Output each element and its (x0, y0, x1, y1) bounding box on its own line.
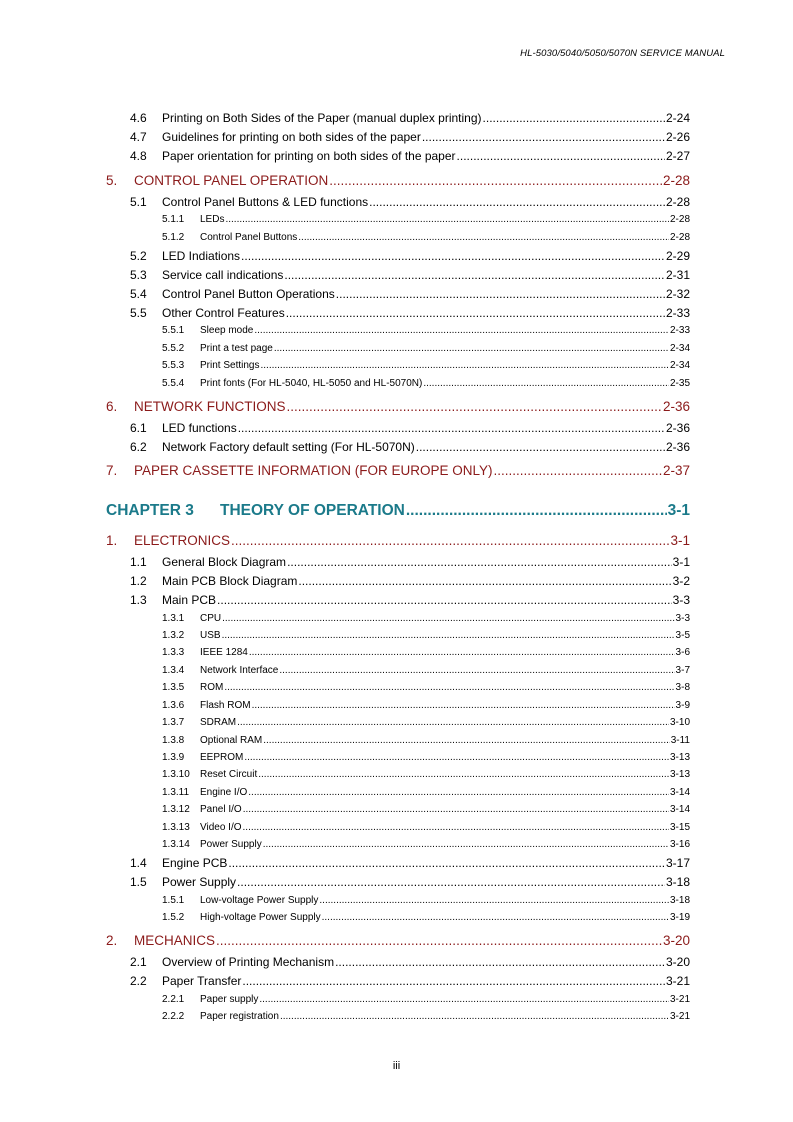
dot-leader (217, 593, 672, 607)
toc-entry-page: 2-33 (665, 306, 690, 320)
dot-leader (369, 195, 665, 209)
toc-section-entry[interactable] (106, 399, 690, 414)
toc-entry-page: 3-6 (675, 647, 690, 658)
toc-entry-number: 2.2.2 (162, 1011, 185, 1022)
dot-leader (494, 463, 662, 478)
toc-entry-title: Control Panel Buttons (200, 232, 298, 243)
toc-entry-title: IEEE 1284 (200, 647, 248, 658)
toc-entry[interactable] (162, 613, 690, 624)
toc-entry-page: 3-15 (669, 822, 690, 833)
dot-leader (287, 399, 662, 414)
toc-entry[interactable] (162, 717, 690, 728)
toc-entry-page: 3-10 (669, 717, 690, 728)
dot-leader (279, 665, 674, 676)
toc-entry[interactable] (162, 912, 690, 923)
dot-leader (423, 378, 669, 389)
toc-entry-title: Power Supply (200, 839, 262, 850)
toc-entry-page: 2-28 (669, 214, 690, 225)
toc-entry-title: ROM (200, 682, 224, 693)
toc-entry-number: 1.1 (130, 555, 147, 569)
toc-entry-page: 2-34 (669, 360, 690, 371)
toc-entry-number: 5.5.2 (162, 343, 185, 354)
toc-entry-title: Network Factory default setting (For HL-5070N) (162, 440, 415, 454)
dot-leader (252, 700, 675, 711)
toc-entry-title: LEDs (200, 214, 225, 225)
toc-entry-page: 3-21 (669, 1011, 690, 1022)
toc-entry-number: 5.1.1 (162, 214, 185, 225)
toc-entry-number: 1. (106, 533, 118, 548)
toc-entry[interactable] (162, 682, 690, 693)
toc-entry-number: 5.5.1 (162, 325, 185, 336)
toc-entry-number: 1.3.14 (162, 839, 190, 850)
toc-entry-page: 3-7 (675, 665, 690, 676)
toc-entry-number: 1.3.13 (162, 822, 190, 833)
toc-entry-number: 1.3.8 (162, 735, 185, 746)
dot-leader (335, 955, 665, 969)
toc-entry-title: SDRAM (200, 717, 237, 728)
toc-entry-number: 2.2 (130, 974, 147, 988)
toc-entry[interactable] (130, 574, 690, 588)
toc-entry[interactable] (162, 647, 690, 658)
toc-entry[interactable] (130, 593, 690, 607)
toc-entry-title: Print a test page (200, 343, 273, 354)
dot-leader (259, 994, 669, 1005)
dot-leader (225, 214, 669, 225)
dot-leader (260, 360, 669, 371)
toc-entry-page: 2-36 (665, 421, 690, 435)
dot-leader (222, 630, 675, 641)
toc-entry-title: CONTROL PANEL OPERATION (134, 173, 329, 188)
toc-entry[interactable] (162, 839, 690, 850)
toc-entry-number: 5.1 (130, 195, 147, 209)
toc-entry-page: 3-3 (675, 613, 690, 624)
toc-entry-page: 3-1 (667, 502, 690, 519)
toc-entry-number: 1.3.11 (162, 787, 190, 798)
toc-entry-page: 2-33 (669, 325, 690, 336)
toc-entry-title: Engine PCB (162, 856, 228, 870)
toc-entry[interactable] (130, 875, 690, 889)
dot-leader (237, 875, 665, 889)
toc-entry[interactable] (162, 769, 690, 780)
toc-entry-number: 1.4 (130, 856, 147, 870)
toc-entry-page: 2-27 (665, 149, 690, 163)
toc-entry[interactable] (162, 822, 690, 833)
toc-entry-title: Control Panel Buttons & LED functions (162, 195, 369, 209)
toc-entry-title: Overview of Printing Mechanism (162, 955, 335, 969)
toc-entry-number: 6.2 (130, 440, 147, 454)
dot-leader (416, 440, 665, 454)
toc-entry-number: 5.5.4 (162, 378, 185, 389)
toc-entry-title: Reset Circuit (200, 769, 258, 780)
dot-leader (228, 856, 665, 870)
toc-entry[interactable] (162, 994, 690, 1005)
dot-leader (238, 421, 665, 435)
dot-leader (244, 752, 669, 763)
toc-entry-number: 2.1 (130, 955, 147, 969)
toc-entry-page: 2-32 (665, 287, 690, 301)
toc-entry-number: 1.3.4 (162, 665, 185, 676)
running-header: HL-5030/5040/5050/5070N SERVICE MANUAL (520, 48, 725, 59)
toc-entry[interactable] (130, 421, 690, 435)
toc-entry-page: 2-35 (669, 378, 690, 389)
toc-entry-page: 3-5 (675, 630, 690, 641)
page-number: iii (392, 1060, 401, 1072)
toc-entry-title: Print Settings (200, 360, 260, 371)
dot-leader (422, 130, 665, 144)
dot-leader (329, 173, 662, 188)
toc-entry[interactable] (130, 130, 690, 144)
toc-section-entry[interactable] (106, 463, 690, 478)
toc-entry-title: Paper Transfer (162, 974, 242, 988)
toc-entry-page: 2-36 (665, 440, 690, 454)
toc-entry-title: THEORY OF OPERATION (220, 502, 405, 519)
toc-entry-page: 2-28 (665, 195, 690, 209)
toc-entry-title: Paper registration (200, 1011, 279, 1022)
dot-leader (287, 555, 672, 569)
toc-entry-number: 5.1.2 (162, 232, 185, 243)
toc-entry-page: 2-36 (662, 399, 690, 414)
toc-entry-number: 6. (106, 399, 118, 414)
toc-entry-title: LED functions (162, 421, 237, 435)
dot-leader (248, 787, 669, 798)
toc-entry-page: 3-9 (675, 700, 690, 711)
toc-entry-number: CHAPTER 3 (106, 502, 194, 519)
toc-entry-page: 2-26 (665, 130, 690, 144)
toc-entry-number: 1.3.10 (162, 769, 190, 780)
toc-entry-title: Flash ROM (200, 700, 251, 711)
toc-entry-number: 1.5.2 (162, 912, 185, 923)
dot-leader (284, 268, 665, 282)
dot-leader (280, 1011, 669, 1022)
toc-entry-page: 3-19 (669, 912, 690, 923)
toc-entry[interactable] (162, 214, 690, 225)
toc-entry-title: CPU (200, 613, 222, 624)
dot-leader (222, 613, 674, 624)
toc-entry-title: Network Interface (200, 665, 279, 676)
toc-entry-number: 1.3.12 (162, 804, 190, 815)
toc-entry-title: Control Panel Button Operations (162, 287, 335, 301)
toc-entry-number: 1.3.7 (162, 717, 185, 728)
toc-entry-number: 6.1 (130, 421, 147, 435)
toc-section-entry[interactable] (106, 533, 690, 548)
toc-entry-title: Engine I/O (200, 787, 248, 798)
toc-entry[interactable] (162, 360, 690, 371)
toc-entry-title: Sleep mode (200, 325, 254, 336)
toc-entry-page: 3-13 (669, 752, 690, 763)
toc-entry-title: General Block Diagram (162, 555, 287, 569)
toc-entry-number: 5.3 (130, 268, 147, 282)
toc-entry[interactable] (130, 268, 690, 282)
dot-leader (298, 574, 671, 588)
toc-entry-page: 2-28 (669, 232, 690, 243)
toc-entry-number: 1.3.2 (162, 630, 185, 641)
toc-entry-title: Printing on Both Sides of the Paper (manual duplex printing) (162, 111, 482, 125)
toc-entry[interactable] (162, 752, 690, 763)
toc-entry[interactable] (130, 249, 690, 263)
toc-entry[interactable] (162, 665, 690, 676)
toc-entry[interactable] (130, 555, 690, 569)
toc-entry-number: 1.3.9 (162, 752, 185, 763)
toc-entry-title: EEPROM (200, 752, 244, 763)
toc-entry-title: Low-voltage Power Supply (200, 895, 319, 906)
toc-entry-page: 2-31 (665, 268, 690, 282)
toc-entry[interactable] (162, 895, 690, 906)
toc-entry[interactable] (130, 306, 690, 320)
toc-entry-page: 3-14 (669, 804, 690, 815)
toc-entry-number: 4.8 (130, 149, 147, 163)
dot-leader (231, 533, 669, 548)
toc-entry-number: 4.7 (130, 130, 147, 144)
toc-entry-page: 2-28 (662, 173, 690, 188)
toc-entry-title: Optional RAM (200, 735, 263, 746)
dot-leader (298, 232, 669, 243)
toc-section-entry[interactable] (106, 933, 690, 948)
toc-entry-number: 5. (106, 173, 118, 188)
toc-entry-title: Print fonts (For HL-5040, HL-5050 and HL-5070N) (200, 378, 423, 389)
dot-leader (274, 343, 669, 354)
dot-leader (322, 912, 669, 923)
toc-entry-page: 3-8 (675, 682, 690, 693)
dot-leader (263, 735, 669, 746)
dot-leader (258, 769, 669, 780)
toc-entry-number: 1.2 (130, 574, 147, 588)
toc-entry-number: 5.2 (130, 249, 147, 263)
toc-entry[interactable] (162, 1011, 690, 1022)
toc-entry[interactable] (130, 955, 690, 969)
toc-entry-number: 1.3.5 (162, 682, 185, 693)
toc-entry-page: 3-21 (669, 994, 690, 1005)
dot-leader (224, 682, 674, 693)
toc-entry-page: 3-18 (665, 875, 690, 889)
toc-entry-title: Paper orientation for printing on both sides of the paper (162, 149, 456, 163)
toc-entry-title: Main PCB (162, 593, 217, 607)
toc-entry[interactable] (130, 111, 690, 125)
toc-entry-page: 2-37 (662, 463, 690, 478)
toc-entry-number: 2.2.1 (162, 994, 185, 1005)
toc-entry[interactable] (162, 630, 690, 641)
toc-entry[interactable] (162, 232, 690, 243)
toc-entry[interactable] (162, 804, 690, 815)
toc-entry[interactable] (130, 195, 690, 209)
dot-leader (319, 895, 669, 906)
dot-leader (483, 111, 665, 125)
toc-entry-title: Video I/O (200, 822, 242, 833)
toc-entry-number: 5.5 (130, 306, 147, 320)
toc-entry-page: 3-2 (672, 574, 690, 588)
toc-chapter-entry[interactable] (106, 502, 690, 520)
dot-leader (241, 249, 665, 263)
toc-entry-title: ELECTRONICS (134, 533, 231, 548)
dot-leader (242, 974, 665, 988)
toc-entry[interactable] (162, 343, 690, 354)
toc-entry-number: 4.6 (130, 111, 147, 125)
toc-entry-number: 1.3.6 (162, 700, 185, 711)
toc-entry-title: MECHANICS (134, 933, 216, 948)
toc-entry-page: 2-34 (669, 343, 690, 354)
dot-leader (457, 149, 665, 163)
toc-entry-page: 3-20 (662, 933, 690, 948)
toc-entry-number: 1.5.1 (162, 895, 185, 906)
toc-entry-page: 3-18 (669, 895, 690, 906)
toc-entry-page: 3-13 (669, 769, 690, 780)
toc-entry-number: 5.4 (130, 287, 147, 301)
toc-entry-page: 3-1 (670, 533, 690, 548)
dot-leader (243, 822, 669, 833)
toc-entry[interactable] (162, 325, 690, 336)
toc-entry-number: 1.3.3 (162, 647, 185, 658)
dot-leader (286, 306, 665, 320)
toc-entry-page: 3-16 (669, 839, 690, 850)
toc-entry-title: Main PCB Block Diagram (162, 574, 298, 588)
toc-entry-page: 3-1 (672, 555, 690, 569)
toc-entry-title: Other Control Features (162, 306, 285, 320)
toc-entry-title: Power Supply (162, 875, 237, 889)
dot-leader (336, 287, 665, 301)
toc-entry-page: 2-24 (665, 111, 690, 125)
dot-leader (254, 325, 669, 336)
dot-leader (216, 933, 662, 948)
toc-entry-page: 3-14 (669, 787, 690, 798)
toc-entry-title: Paper supply (200, 994, 259, 1005)
toc-entry-number: 5.5.3 (162, 360, 185, 371)
toc-entry[interactable] (130, 856, 690, 870)
toc-entry-title: High-voltage Power Supply (200, 912, 321, 923)
toc-entry[interactable] (130, 440, 690, 454)
toc-entry-number: 1.5 (130, 875, 147, 889)
toc-entry-title: Guidelines for printing on both sides of the paper (162, 130, 421, 144)
toc-entry-page: 3-11 (670, 735, 690, 746)
toc-entry-page: 3-20 (665, 955, 690, 969)
toc-entry-title: Service call indications (162, 268, 284, 282)
dot-leader (243, 804, 669, 815)
toc-entry-title: LED Indiations (162, 249, 241, 263)
toc-entry[interactable] (130, 149, 690, 163)
toc-entry[interactable] (162, 700, 690, 711)
toc-entry[interactable] (162, 787, 690, 798)
toc-entry-number: 1.3.1 (162, 613, 185, 624)
dot-leader (406, 502, 667, 520)
dot-leader (249, 647, 675, 658)
dot-leader (263, 839, 669, 850)
toc-entry-title: USB (200, 630, 221, 641)
dot-leader (237, 717, 669, 728)
toc-entry-number: 1.3 (130, 593, 147, 607)
toc-entry-title: PAPER CASSETTE INFORMATION (FOR EUROPE ONLY) (134, 463, 493, 478)
toc-entry-number: 2. (106, 933, 118, 948)
toc-entry[interactable] (130, 974, 690, 988)
toc-entry-title: Panel I/O (200, 804, 242, 815)
toc-entry-page: 3-21 (665, 974, 690, 988)
toc-entry-page: 2-29 (665, 249, 690, 263)
toc-entry[interactable] (162, 378, 690, 389)
toc-entry-page: 3-17 (665, 856, 690, 870)
toc-entry[interactable] (130, 287, 690, 301)
toc-entry[interactable] (162, 735, 690, 746)
toc-entry-page: 3-3 (672, 593, 690, 607)
toc-entry-number: 7. (106, 463, 118, 478)
toc-section-entry[interactable] (106, 173, 690, 188)
toc-entry-title: NETWORK FUNCTIONS (134, 399, 286, 414)
